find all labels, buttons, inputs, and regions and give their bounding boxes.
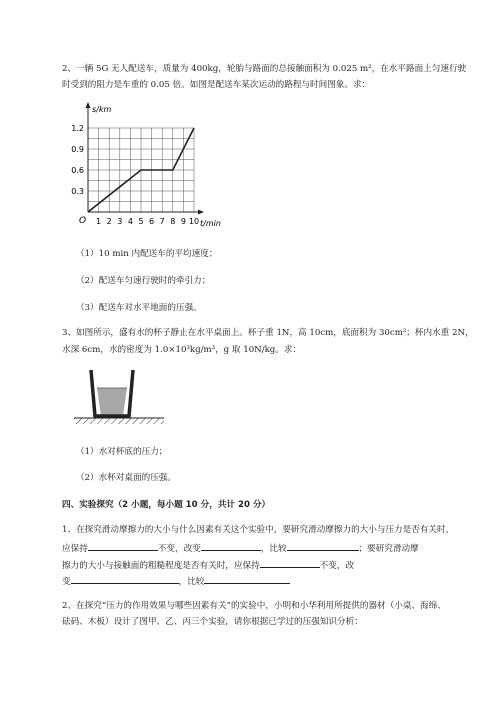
q4-2-line2: 砝码、木板）设计了图甲、乙、丙三个实验，请你根据已学过的压强知识分析： [62, 617, 363, 627]
y-tick-label: 1.2 [71, 124, 84, 133]
answer-blank-2[interactable] [201, 541, 261, 551]
q2-sub3: （3）配送车对水平地面的压强。 [76, 303, 202, 313]
q4-1-line4: 变 ，比较 [62, 574, 444, 588]
x-tick-label: 8 [170, 217, 176, 226]
q2-text-line1: 2、一辆 5G 无人配送车，质量为 400kg，轮胎与路面的总接触面积为 0.025 m²，在水平路面上匀速行驶 [62, 64, 467, 74]
distance-time-chart [70, 100, 240, 232]
x-tick-label: 6 [149, 217, 155, 226]
y-tick-label: 0.6 [71, 166, 84, 175]
y-tick-label: 0.3 [71, 187, 84, 196]
q2-sub2: （2）配送车匀速行驶时的牵引力； [76, 276, 211, 286]
section-4-heading: 四、实验探究（2 小题，每小题 10 分，共计 20 分） [62, 500, 271, 510]
x-tick-label: 10 [188, 217, 200, 226]
q4-2-line1: 2、在探究“压力的作用效果与哪些因素有关”的实验中，小明和小华利用所提供的器材（小桌、海绵、 [62, 601, 446, 611]
x-tick-label: 9 [180, 217, 186, 226]
y-tick-label: 0.9 [71, 145, 84, 154]
x-tick-label: 5 [138, 217, 144, 226]
cup-on-table-figure [70, 366, 170, 426]
x-axis-arrow [198, 210, 204, 215]
x-tick-label: 1 [96, 217, 102, 226]
q4-1-line1: 1、在探究滑动摩擦力的大小与什么因素有关这个实验中，要研究滑动摩擦力的大小与压力是否有关时， [62, 525, 455, 535]
y-axis-label: s/km [92, 105, 112, 114]
answer-blank-6[interactable] [204, 574, 290, 584]
table-hatch [74, 418, 164, 424]
q4-1-line2: 应保持 不变，改变 ，比较 ；要研究滑动摩 [62, 541, 444, 555]
q3-sub1: （1）水对杯底的压力； [76, 447, 168, 457]
x-tick-label: 2 [106, 217, 112, 226]
q3-text-line2: 水深 6cm，水的密度为 1.0×10³kg/m³，g 取 10N/kg。求： [62, 345, 302, 355]
q3-sub2: （2）水杯对桌面的压强。 [76, 473, 176, 483]
x-tick-label: 3 [117, 217, 123, 226]
x-axis-label: t/min [200, 219, 221, 228]
q4-1-line3: 擦力的大小与接触面的粗糙程度是否有关时，应保持 不变，改 [62, 558, 444, 572]
answer-blank-1[interactable] [88, 541, 158, 551]
answer-blank-3[interactable] [287, 541, 359, 551]
water [97, 388, 127, 416]
q3-text-line1: 3、如图所示，盛有水的杯子静止在水平桌面上。杯子重 1N，高 10cm，底面积为 30cm²；杯内水重 2N， [62, 328, 474, 338]
answer-blank-5[interactable] [71, 574, 179, 584]
origin-label: O [79, 216, 87, 226]
q2-sub1: （1）10 min 内配送车的平均速度； [76, 249, 218, 259]
x-tick-label: 4 [127, 217, 133, 226]
y-axis-arrow [86, 102, 91, 108]
answer-blank-4[interactable] [260, 558, 320, 568]
q2-text-line2: 时受到的阻力是车重的 0.05 倍。如图是配送车某次运动的路程与时间图象。求： [62, 80, 371, 90]
x-tick-label: 7 [159, 217, 165, 226]
chart-axes [86, 102, 205, 215]
